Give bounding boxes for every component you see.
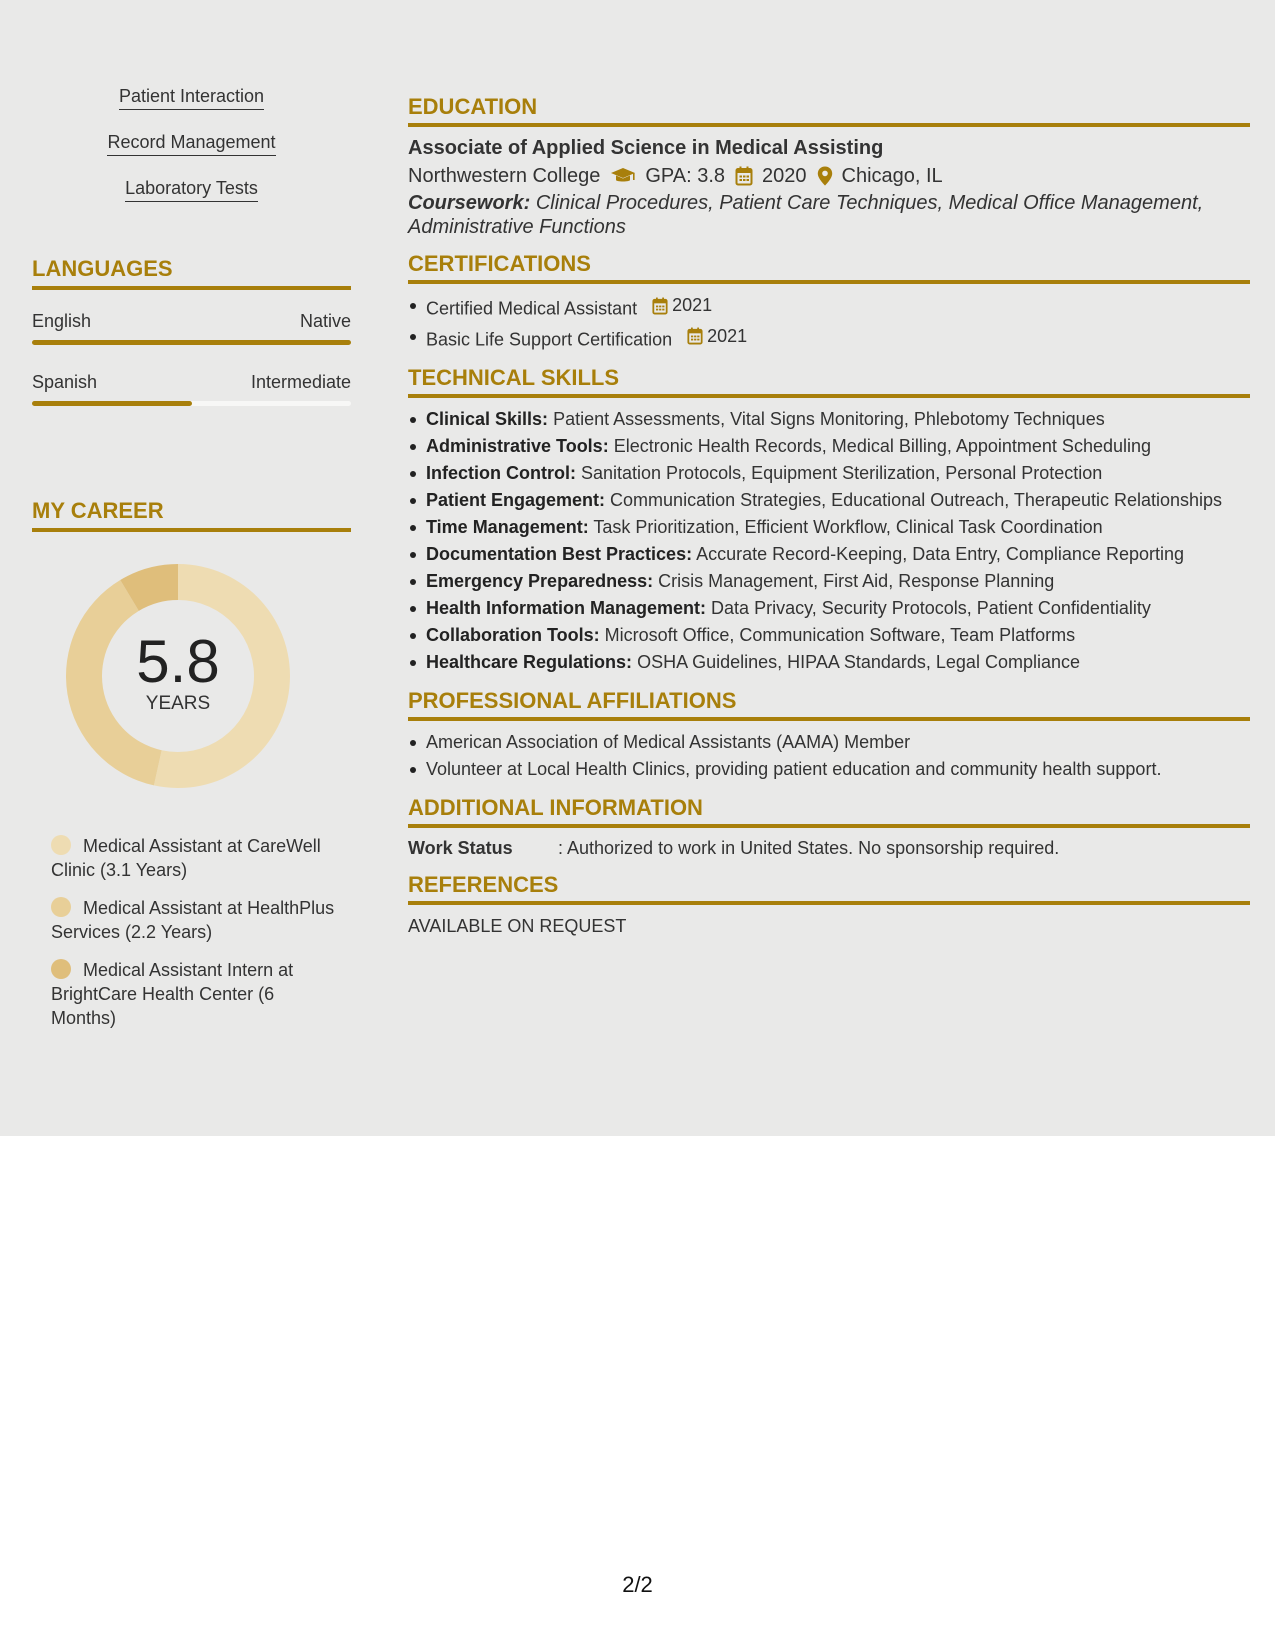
calendar-icon — [735, 166, 753, 186]
language-name: Spanish — [32, 372, 98, 392]
skill-label: Healthcare Regulations: — [426, 652, 633, 672]
coursework — [408, 191, 1250, 239]
certifications-list — [408, 292, 1250, 353]
legend-dot — [51, 835, 71, 855]
skill-label: Administrative Tools: — [426, 436, 609, 456]
certifications-title: CERTIFICATIONS — [408, 251, 1250, 284]
legend-dot — [51, 897, 71, 917]
legend-item — [51, 896, 341, 944]
skill-label: Documentation Best Practices: — [426, 544, 693, 564]
affiliations-list — [408, 729, 1250, 783]
career-donut-chart — [66, 564, 290, 788]
language-level: Intermediate — [250, 372, 351, 392]
language-item — [32, 371, 351, 406]
skill-label: Infection Control: — [426, 463, 576, 483]
gpa: GPA: 3.8 — [645, 165, 725, 187]
languages-title: LANGUAGES — [32, 256, 351, 290]
certification-item — [408, 292, 1250, 323]
skill-value: Task Prioritization, Efficient Workflow, Clinical Task Coordination — [593, 517, 1103, 537]
legend-label: Medical Assistant Intern at BrightCare Health Center (6 Months) — [51, 960, 294, 1028]
language-level: Native — [299, 311, 351, 331]
skill-item — [408, 514, 1250, 541]
legend-item — [51, 834, 341, 882]
skill-tag: Patient Interaction — [119, 86, 264, 110]
skill-value: Communication Strategies, Educational Outreach, Therapeutic Relationships — [610, 490, 1223, 510]
additional-info-section — [408, 795, 1250, 860]
legend-label: Medical Assistant at CareWell Clinic (3.1 Years) — [51, 836, 321, 880]
skill-label: Collaboration Tools: — [426, 625, 600, 645]
skill-value: Microsoft Office, Communication Software, Team Platforms — [604, 625, 1076, 645]
work-status-label: Work Status — [408, 838, 513, 858]
skill-item — [408, 487, 1250, 514]
references-text: AVAILABLE ON REQUEST — [408, 916, 627, 936]
certification-year: 2021 — [707, 325, 748, 346]
certification-item — [408, 323, 1250, 354]
skill-item — [408, 568, 1250, 595]
calendar-icon — [652, 297, 668, 315]
references-title: REFERENCES — [408, 872, 1250, 905]
career-total-years: 5.8 — [136, 628, 220, 695]
skill-value: Electronic Health Records, Medical Billing, Appointment Scheduling — [613, 436, 1152, 456]
certification-date — [687, 323, 747, 350]
graduation-year: 2020 — [762, 165, 807, 187]
skill-item — [408, 649, 1250, 676]
skill-label: Emergency Preparedness: — [426, 571, 654, 591]
page-number: 2/2 — [622, 1572, 653, 1597]
skill-value: Accurate Record-Keeping, Data Entry, Compliance Reporting — [696, 544, 1185, 564]
additional-info-title: ADDITIONAL INFORMATION — [408, 795, 1250, 828]
career-section — [32, 498, 351, 1028]
skill-tag: Record Management — [107, 132, 275, 156]
skill-label: Patient Engagement: — [426, 490, 606, 510]
skill-value: Data Privacy, Security Protocols, Patient Confidentiality — [711, 598, 1151, 618]
skill-item — [408, 406, 1250, 433]
skill-item — [408, 595, 1250, 622]
right-column — [408, 94, 1250, 949]
certification-year: 2021 — [672, 295, 713, 315]
skill-label: Time Management: — [426, 517, 589, 537]
skill-value: OSHA Guidelines, HIPAA Standards, Legal Compliance — [637, 652, 1080, 672]
education-title: EDUCATION — [408, 94, 1250, 127]
language-item — [32, 310, 351, 345]
skill-item — [408, 433, 1250, 460]
education-meta — [408, 161, 1250, 191]
career-total-unit: YEARS — [145, 693, 211, 714]
school-location: Chicago, IL — [841, 165, 943, 187]
technical-skills-title: TECHNICAL SKILLS — [408, 365, 1250, 398]
skill-value: Sanitation Protocols, Equipment Sterilization, Personal Protection — [581, 463, 1103, 483]
references-section — [408, 872, 1250, 939]
language-bar-fill — [32, 401, 192, 406]
affiliation-item: Volunteer at Local Health Clinics, providing patient education and community health support. — [408, 756, 1250, 783]
languages-section — [32, 256, 351, 406]
skill-value: Crisis Management, First Aid, Response Planning — [658, 571, 1055, 591]
career-legend — [51, 834, 341, 1044]
affiliation-item: American Association of Medical Assistants (AAMA) Member — [408, 729, 1250, 756]
language-name: English — [32, 311, 92, 331]
donut-center — [66, 564, 290, 788]
work-status-value: : Authorized to work in United States. No sponsorship required. — [558, 838, 1060, 858]
affiliations-title: PROFESSIONAL AFFILIATIONS — [408, 688, 1250, 721]
skill-item — [408, 541, 1250, 568]
affiliations-section — [408, 688, 1250, 783]
technical-skills-section — [408, 365, 1250, 676]
skill-tags — [32, 86, 351, 224]
coursework-label: Coursework: — [408, 192, 531, 214]
legend-item — [51, 958, 341, 1030]
technical-skills-list — [408, 406, 1250, 676]
language-bar — [32, 401, 351, 406]
degree-name: Associate of Applied Science in Medical Assisting — [408, 137, 884, 159]
skill-label: Clinical Skills: — [426, 409, 549, 429]
certification-name: Basic Life Support Certification — [426, 329, 673, 349]
skill-item — [408, 460, 1250, 487]
certifications-section — [408, 251, 1250, 353]
coursework-list: Clinical Procedures, Patient Care Techniques, Medical Office Management, Administrative Functions — [408, 192, 1204, 238]
certification-name: Certified Medical Assistant — [426, 298, 638, 319]
skill-item — [408, 622, 1250, 649]
certification-date — [652, 292, 712, 319]
work-status-row — [408, 836, 1250, 860]
skill-tag: Laboratory Tests — [125, 178, 258, 202]
language-bar-fill — [32, 340, 351, 345]
legend-dot — [51, 959, 71, 979]
school-name: Northwestern College — [408, 165, 601, 187]
skill-label: Health Information Management: — [426, 598, 707, 618]
left-column — [32, 86, 351, 1028]
legend-label: Medical Assistant at HealthPlus Services (2.2 Years) — [51, 898, 335, 942]
career-title: MY CAREER — [32, 498, 351, 532]
skill-value: Patient Assessments, Vital Signs Monitoring, Phlebotomy Techniques — [553, 409, 1105, 429]
map-pin-icon — [817, 166, 833, 186]
education-section — [408, 94, 1250, 239]
graduation-cap-icon — [610, 167, 636, 185]
calendar-icon — [687, 327, 703, 345]
language-bar — [32, 340, 351, 345]
